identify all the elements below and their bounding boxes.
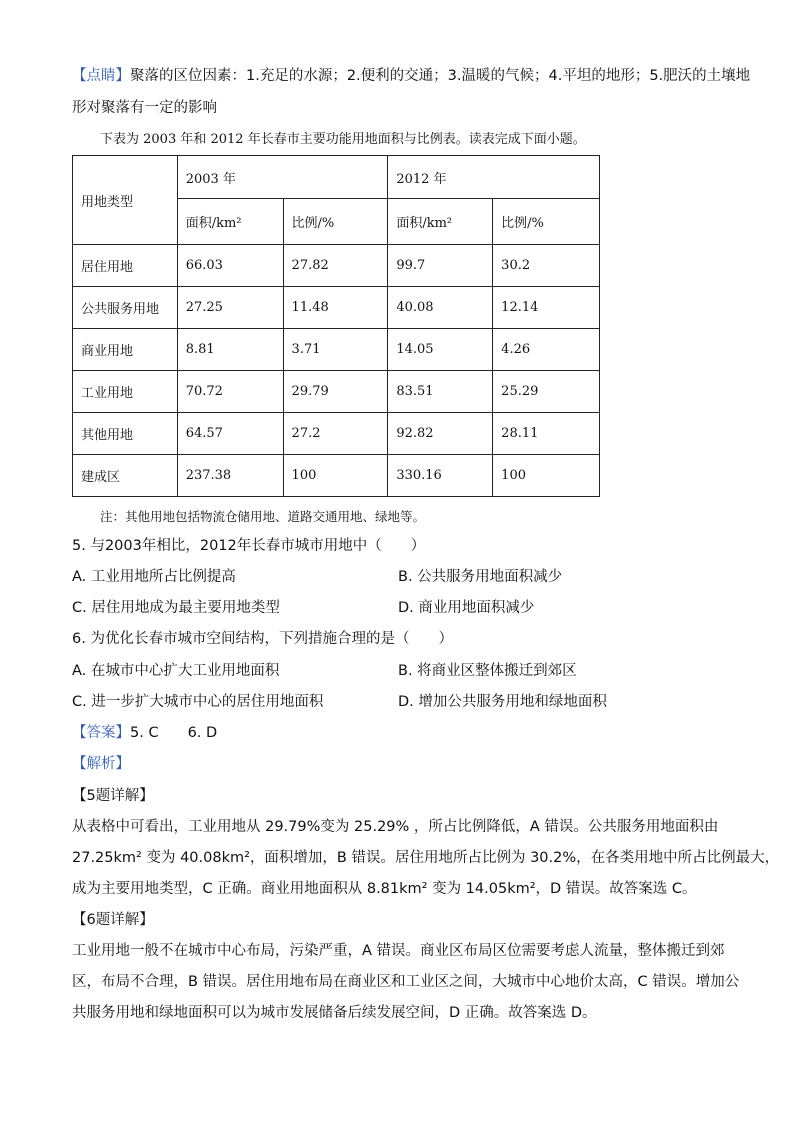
ratio-2012: 100 (493, 455, 600, 497)
area-2012: 92.82 (388, 413, 493, 455)
table-row (73, 455, 600, 497)
detail5-line: 从表格中可看出，工业用地从 29.79%变为 25.29% ，所占比例降低，A 错误。公共服务用地面积由 (72, 819, 719, 835)
area-2012: 40.08 (388, 287, 493, 329)
detail6-line: 区，布局不合理，B 错误。居住用地布局在商业区和工业区之间，大城市中心地价太高，C 错误。增加公 (72, 974, 740, 990)
ratio-2003: 3.71 (283, 329, 388, 371)
area-2012: 99.7 (388, 245, 493, 287)
area-2012: 83.51 (388, 371, 493, 413)
detail5-label: 【5题详解】 (72, 788, 154, 804)
q6-option-d: D. 增加公共服务用地和绿地面积 (398, 694, 607, 710)
area-2012: 330.16 (388, 455, 493, 497)
table-note: 注：其他用地包括物流仓储用地、道路交通用地、绿地等。 (100, 509, 426, 524)
q5-stem: 5. 与2003年相比，2012年长春市城市用地中（ ） (72, 538, 426, 554)
q6-option-b: B. 将商业区整体搬迁到郊区 (398, 663, 577, 679)
answer-text: 5. C 6. D (130, 725, 218, 741)
area-2003-header: 面积/km² (177, 199, 283, 245)
q5-option-b: B. 公共服务用地面积减少 (398, 569, 563, 585)
year-2003-header: 2003 年 (177, 156, 388, 199)
ratio-2003: 100 (283, 455, 388, 497)
ratio-2003: 29.79 (283, 371, 388, 413)
row-type: 建成区 (73, 455, 178, 497)
row-type: 商业用地 (73, 329, 178, 371)
ratio-2012: 28.11 (493, 413, 600, 455)
ratio-2003-header: 比例/% (283, 199, 388, 245)
tip-text-1: 聚落的区位因素：1.充足的水源；2.便利的交通；3.温暖的气候；4.平坦的地形；5.肥沃的土壤地 (130, 68, 751, 84)
table-intro: 下表为 2003 年和 2012 年长春市主要功能用地面积与比例表。读表完成下面小题。 (100, 132, 586, 147)
table-row (73, 287, 600, 329)
ratio-2012: 4.26 (493, 329, 600, 371)
row-type: 居住用地 (73, 245, 178, 287)
detail6-line: 工业用地一般不在城市中心布局，污染严重，A 错误。商业区布局区位需要考虑人流量，整体搬迁到郊 (72, 943, 725, 959)
q6-stem: 6. 为优化长春市城市空间结构，下列措施合理的是（ ） (72, 631, 453, 647)
q6-option-c: C. 进一步扩大城市中心的居住用地面积 (72, 694, 324, 710)
land-use-table (72, 155, 600, 497)
area-2003: 27.25 (177, 287, 283, 329)
row-type: 公共服务用地 (73, 287, 178, 329)
row-type: 其他用地 (73, 413, 178, 455)
area-2003: 8.81 (177, 329, 283, 371)
q5-option-d: D. 商业用地面积减少 (398, 600, 535, 616)
answer-line (72, 723, 217, 743)
detail5-line: 成为主要用地类型，C 正确。商业用地面积从 8.81km² 变为 14.05km²，D 错误。故答案选 C。 (72, 881, 697, 897)
table-header-row (73, 156, 600, 199)
area-2012: 14.05 (388, 329, 493, 371)
ratio-2003: 27.2 (283, 413, 388, 455)
row-type: 工业用地 (73, 371, 178, 413)
detail6-label: 【6题详解】 (72, 912, 154, 928)
area-2012-header: 面积/km² (388, 199, 493, 245)
q5-option-a: A. 工业用地所占比例提高 (72, 569, 236, 585)
analysis-label: 【解析】 (72, 756, 130, 772)
ratio-2012: 25.29 (493, 371, 600, 413)
table-row (73, 413, 600, 455)
q5-option-c: C. 居住用地成为最主要用地类型 (72, 600, 280, 616)
tip-label: 【点睛】 (72, 68, 130, 84)
area-2003: 64.57 (177, 413, 283, 455)
col-type-header: 用地类型 (73, 156, 178, 245)
area-2003: 237.38 (177, 455, 283, 497)
ratio-2012: 30.2 (493, 245, 600, 287)
answer-label: 【答案】 (72, 725, 130, 741)
table-row (73, 245, 600, 287)
tip-line-1 (72, 66, 750, 86)
year-2012-header: 2012 年 (388, 156, 600, 199)
detail6-line: 共服务用地和绿地面积可以为城市发展储备后续发展空间，D 正确。故答案选 D。 (72, 1005, 597, 1021)
area-2003: 70.72 (177, 371, 283, 413)
ratio-2012-header: 比例/% (493, 199, 600, 245)
ratio-2003: 27.82 (283, 245, 388, 287)
table-row (73, 329, 600, 371)
table-row (73, 371, 600, 413)
q6-option-a: A. 在城市中心扩大工业用地面积 (72, 663, 280, 679)
tip-line-2: 形对聚落有一定的影响 (72, 100, 217, 116)
ratio-2012: 12.14 (493, 287, 600, 329)
area-2003: 66.03 (177, 245, 283, 287)
detail5-line: 27.25km² 变为 40.08km²，面积增加，B 错误。居住用地所占比例为 30.2%，在各类用地中所占比例最大， (72, 850, 780, 866)
ratio-2003: 11.48 (283, 287, 388, 329)
